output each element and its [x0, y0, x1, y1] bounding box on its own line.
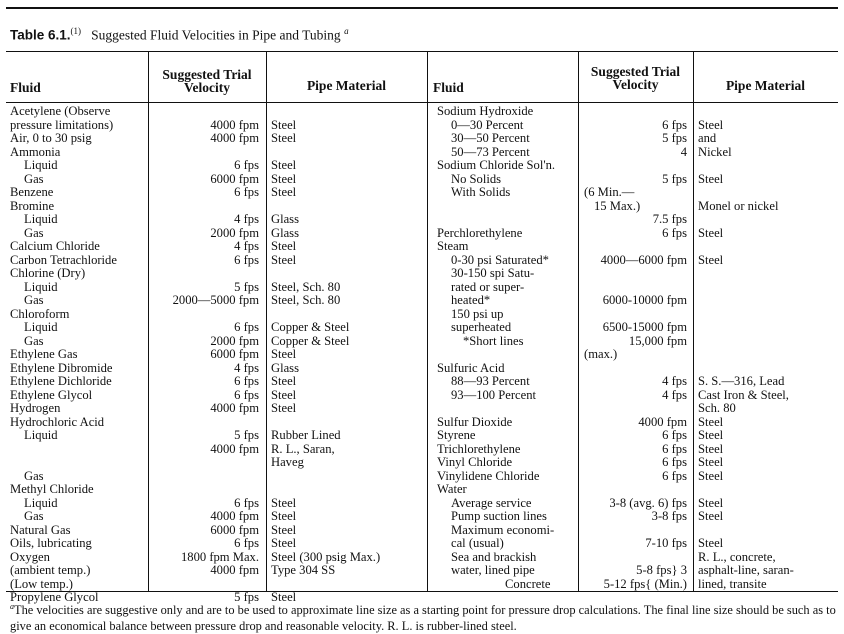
right-fluid-cell: 0—30 Percent	[451, 117, 524, 132]
left-velocity-cell: 6 fps	[234, 387, 259, 402]
left-fluid-cell: Hydrochloric Acid	[10, 414, 105, 429]
left-material-cell: Steel	[271, 158, 297, 172]
right-velocity-cell: 3-8 fps	[651, 509, 687, 523]
left-fluid-cell: Air, 0 to 30 psig	[10, 131, 92, 145]
right-velocity-cell: 6 fps	[662, 117, 687, 132]
right-velocity-cell	[578, 159, 687, 173]
right-velocity-cell: 6000-10000 fpm	[602, 293, 687, 307]
left-material-cell	[271, 470, 427, 484]
left-velocity-cell: 2000—5000 fpm	[172, 293, 259, 307]
right-fluid-cell: With Solids	[451, 185, 511, 199]
left-material-cell: Steel	[271, 387, 297, 402]
left-material-cell: Steel	[271, 171, 297, 186]
left-material-cell: Steel	[271, 347, 297, 361]
right-fluid-cell	[437, 348, 578, 362]
header-velocity-line1: Suggested Trial	[590, 64, 681, 79]
right-fluid-cell: Sea and brackish	[451, 549, 537, 564]
left-velocity-cell	[148, 578, 259, 592]
header-velocity-right	[578, 65, 693, 91]
right-material-cell: Monel or nickel	[698, 198, 779, 213]
right-fluid-cell	[437, 200, 578, 214]
right-material-cell	[698, 348, 838, 362]
left-fluid-cell: Ethylene Gas	[10, 347, 78, 361]
left-fluid-cell	[10, 456, 148, 470]
right-fluid-cell: No Solids	[451, 171, 502, 186]
right-velocity-cell	[578, 308, 687, 322]
right-velocity-cell: 6500-15000 fpm	[602, 320, 687, 334]
right-fluid-cell: 88—93 Percent	[451, 374, 530, 388]
right-material-cell: S. S.—316, Lead	[698, 374, 785, 388]
left-material-cell: Steel	[271, 185, 297, 199]
right-velocity-cell: 5 fps	[662, 131, 687, 145]
left-material-cell: Haveg	[271, 455, 304, 469]
left-fluid-cell: Liquid	[24, 212, 58, 226]
left-fluid-cell: Methyl Chloride	[10, 482, 94, 496]
left-velocity-cell: 6 fps	[234, 536, 259, 550]
right-velocity-cell: 6 fps	[662, 225, 687, 240]
right-velocity-cell: 6 fps	[662, 455, 687, 469]
left-material-cell: Steel	[271, 522, 297, 537]
right-material-cell: R. L., concrete,	[698, 549, 776, 564]
left-fluid-cell: Gas	[24, 333, 44, 348]
right-fluid-cell: Steam	[437, 239, 469, 253]
left-material-column	[271, 105, 427, 605]
left-velocity-cell	[148, 416, 259, 430]
left-material-cell	[271, 200, 427, 214]
right-velocity-cell: 15,000 fpm	[628, 333, 687, 348]
right-fluid-cell: Average service	[451, 495, 532, 510]
right-fluid-cell: Perchlorethylene	[437, 225, 523, 240]
right-material-cell: Steel	[698, 468, 724, 483]
right-material-cell: Sch. 80	[698, 401, 736, 415]
right-velocity-column	[578, 105, 687, 591]
right-velocity-cell	[578, 267, 687, 281]
left-fluid-cell: Gas	[24, 468, 44, 483]
right-material-cell: Steel	[698, 495, 724, 510]
left-velocity-cell: 6000 fpm	[210, 171, 259, 186]
table-label: Table 6.1.	[10, 27, 71, 43]
right-fluid-cell: 30—50 Percent	[451, 131, 530, 145]
left-velocity-cell	[148, 456, 259, 470]
right-fluid-cell: water, lined pipe	[451, 563, 535, 577]
left-material-cell	[271, 416, 427, 430]
right-fluid-cell: 0-30 psi Saturated*	[451, 252, 549, 267]
left-material-cell: Steel	[271, 374, 297, 388]
right-velocity-cell: 4000 fpm	[638, 414, 687, 429]
left-fluid-cell	[10, 443, 148, 457]
left-fluid-cell: Gas	[24, 509, 44, 523]
right-material-cell	[698, 240, 838, 254]
right-velocity-cell	[578, 524, 687, 538]
left-velocity-cell: 4 fps	[234, 360, 259, 375]
left-fluid-cell: Gas	[24, 171, 44, 186]
right-material-cell: lined, transite	[698, 576, 767, 591]
right-fluid-cell: 30-150 spi Satu-	[451, 266, 535, 280]
left-velocity-cell: 6 fps	[234, 158, 259, 172]
left-fluid-cell: Liquid	[24, 428, 58, 442]
left-fluid-cell: Carbon Tetrachloride	[10, 252, 117, 267]
header-velocity-line2: Velocity	[612, 77, 659, 92]
header-fluid-right: Fluid	[433, 80, 464, 95]
right-fluid-cell: 93—100 Percent	[451, 387, 536, 402]
right-velocity-cell: 5-8 fps} 3	[636, 563, 687, 577]
right-material-cell	[698, 308, 838, 322]
left-material-cell: Steel, Sch. 80	[271, 293, 341, 307]
right-fluid-cell: cal (usual)	[451, 536, 504, 550]
right-material-cell: Steel	[698, 441, 724, 456]
left-material-cell: Steel	[271, 252, 297, 267]
left-material-cell: Copper & Steel	[271, 320, 350, 334]
left-material-cell: Steel	[271, 117, 297, 132]
right-material-cell: Steel	[698, 536, 724, 550]
right-fluid-cell: Sodium Hydroxide	[437, 104, 534, 118]
right-material-cell: Nickel	[698, 144, 732, 159]
right-velocity-cell: 4	[680, 144, 687, 159]
left-fluid-cell: Liquid	[24, 158, 58, 172]
left-velocity-cell: 4000 fpm	[210, 563, 259, 577]
left-material-cell	[271, 308, 427, 322]
header-velocity-left	[148, 68, 266, 94]
left-fluid-cell: Ethylene Glycol	[10, 387, 93, 402]
left-velocity-cell: 6 fps	[234, 252, 259, 267]
left-material-cell: Steel	[271, 495, 297, 510]
left-velocity-cell: 4 fps	[234, 212, 259, 226]
right-fluid-cell: heated*	[451, 293, 491, 307]
footnote-mark: a	[10, 602, 14, 611]
left-velocity-cell: 5 fps	[234, 590, 259, 604]
right-velocity-cell: 4000—6000 fpm	[600, 252, 687, 267]
right-material-cell	[698, 267, 838, 281]
left-velocity-cell: 4000 fpm	[210, 131, 259, 145]
left-velocity-cell: 4000 fpm	[210, 509, 259, 523]
left-fluid-cell: Liquid	[24, 279, 58, 294]
top-rule	[6, 7, 838, 9]
table-title	[10, 26, 349, 44]
left-material-cell: Steel	[271, 401, 297, 415]
right-material-cell	[698, 483, 838, 497]
right-fluid-cell: 150 psi up	[451, 306, 504, 321]
left-fluid-cell: Chlorine (Dry)	[10, 266, 86, 280]
right-velocity-cell	[578, 105, 687, 119]
left-fluid-cell: Natural Gas	[10, 522, 71, 537]
right-velocity-cell	[578, 362, 687, 376]
left-velocity-cell: 2000 fpm	[210, 225, 259, 240]
right-fluid-cell: Sulfuric Acid	[437, 360, 505, 375]
header-fluid-left: Fluid	[10, 80, 41, 95]
right-material-cell: Steel	[698, 225, 724, 240]
right-velocity-cell	[578, 551, 687, 565]
left-fluid-cell: Gas	[24, 293, 44, 307]
right-velocity-cell: 15 Max.)	[594, 198, 641, 213]
table-ref: (1)	[70, 26, 82, 36]
right-material-column	[698, 105, 838, 591]
right-material-cell: Steel	[698, 171, 724, 186]
left-velocity-cell: 2000 fpm	[210, 333, 259, 348]
right-velocity-cell: (max.)	[584, 347, 618, 361]
left-fluid-cell: Benzene	[10, 185, 54, 199]
left-velocity-cell: 6000 fpm	[210, 522, 259, 537]
left-velocity-cell: 5 fps	[234, 428, 259, 442]
left-velocity-column	[148, 105, 259, 605]
left-velocity-cell: 6 fps	[234, 374, 259, 388]
right-fluid-cell	[437, 213, 578, 227]
right-velocity-cell: 6 fps	[662, 468, 687, 483]
right-material-cell: and	[698, 131, 717, 145]
header-velocity-line2: Velocity	[184, 80, 230, 95]
right-material-cell: Steel	[698, 455, 724, 469]
right-material-cell	[698, 524, 838, 538]
right-material-cell: Steel	[698, 252, 724, 267]
right-velocity-cell	[578, 281, 687, 295]
left-material-cell	[271, 105, 427, 119]
left-material-cell: Steel	[271, 590, 297, 604]
header-material-right: Pipe Material	[725, 78, 806, 93]
right-material-cell: Steel	[698, 509, 724, 523]
left-fluid-cell: Chloroform	[10, 306, 70, 321]
left-fluid-cell: Gas	[24, 225, 44, 240]
right-fluid-cell: 50—73 Percent	[451, 144, 530, 159]
left-velocity-cell	[148, 200, 259, 214]
left-fluid-cell: Acetylene (Observe	[10, 104, 111, 118]
right-material-cell	[698, 159, 838, 173]
right-fluid-cell: Vinylidene Chloride	[437, 468, 540, 483]
left-fluid-cell: pressure limitations)	[10, 117, 114, 132]
right-material-cell	[698, 281, 838, 295]
right-velocity-cell: 5 fps	[662, 171, 687, 186]
left-material-cell: Glass	[271, 360, 299, 375]
left-fluid-cell: Propylene Glycol	[10, 590, 99, 604]
header-material-left: Pipe Material	[306, 78, 387, 93]
left-material-cell: Steel	[271, 131, 297, 145]
left-fluid-cell: Oils, lubricating	[10, 536, 92, 550]
right-fluid-cell: Water	[437, 482, 467, 496]
left-velocity-cell: 4000 fpm	[210, 441, 259, 456]
right-fluid-cell	[437, 402, 578, 416]
header-bottom-rule	[6, 102, 838, 103]
right-velocity-cell: 5-12 fps{ (Min.)	[603, 576, 687, 591]
left-velocity-cell: 1800 fpm Max.	[180, 549, 259, 564]
left-fluid-cell: Ethylene Dichloride	[10, 374, 112, 388]
left-velocity-cell	[148, 267, 259, 281]
left-velocity-cell	[148, 105, 259, 119]
left-velocity-cell: 4000 fpm	[210, 117, 259, 132]
right-fluid-cell: Styrene	[437, 428, 476, 442]
right-velocity-cell	[578, 240, 687, 254]
right-material-cell: Steel	[698, 117, 724, 132]
left-fluid-cell: Ethylene Dibromide	[10, 360, 113, 375]
column-divider	[693, 51, 694, 591]
right-material-cell	[698, 213, 838, 227]
left-material-cell: Steel	[271, 509, 297, 523]
left-velocity-cell	[148, 470, 259, 484]
left-material-cell: Type 304 SS	[271, 563, 336, 577]
right-material-cell	[698, 186, 838, 200]
left-velocity-cell	[148, 483, 259, 497]
footnote-text: The velocities are suggestive only and are to be used to approximate line size as a starting point for pressure drop calculations. The final line size should be such as to give an economical balance between pressure drop and reasonable velocity. R. L. is rubber-lined steel.	[10, 603, 836, 634]
left-fluid-column	[10, 105, 148, 605]
right-material-cell: Cast Iron & Steel,	[698, 387, 789, 402]
header-top-rule	[6, 51, 838, 52]
left-fluid-cell: Oxygen	[10, 549, 50, 564]
right-fluid-cell: Concrete	[505, 576, 551, 591]
right-material-cell	[698, 105, 838, 119]
left-material-cell: Steel (300 psig Max.)	[271, 549, 381, 564]
left-velocity-cell: 4000 fpm	[210, 401, 259, 415]
left-fluid-cell: (Low temp.)	[10, 576, 73, 591]
right-fluid-cell: Sulfur Dioxide	[437, 414, 513, 429]
right-fluid-cell: rated or super-	[451, 279, 525, 294]
right-velocity-cell: 6 fps	[662, 441, 687, 456]
left-fluid-cell: Bromine	[10, 198, 55, 213]
right-material-cell	[698, 294, 838, 308]
right-velocity-cell: 3-8 (avg. 6) fps	[609, 495, 687, 510]
right-velocity-cell: 4 fps	[662, 387, 687, 402]
header-velocity-line1: Suggested Trial	[162, 67, 252, 82]
left-velocity-cell: 4 fps	[234, 239, 259, 253]
right-material-cell	[698, 362, 838, 376]
table-note-mark: a	[344, 26, 349, 36]
left-material-cell: Glass	[271, 225, 299, 240]
column-divider	[427, 51, 428, 591]
left-material-cell	[271, 146, 427, 160]
footnote	[10, 599, 836, 634]
right-fluid-cell: Trichlorethylene	[437, 441, 521, 456]
left-material-cell	[271, 578, 427, 592]
right-velocity-cell	[578, 483, 687, 497]
column-divider	[266, 51, 267, 591]
left-material-cell: Rubber Lined	[271, 428, 341, 442]
left-velocity-cell: 5 fps	[234, 279, 259, 294]
left-material-cell: Steel	[271, 536, 297, 550]
right-material-cell: Steel	[698, 414, 724, 429]
right-fluid-cell: Maximum economi-	[451, 522, 555, 537]
left-material-cell	[271, 483, 427, 497]
left-material-cell: R. L., Saran,	[271, 441, 335, 456]
left-fluid-cell: Ammonia	[10, 144, 61, 159]
right-velocity-cell: 4 fps	[662, 374, 687, 388]
right-velocity-cell: 7-10 fps	[645, 536, 687, 550]
left-material-cell: Copper & Steel	[271, 333, 350, 348]
left-fluid-cell: (ambient temp.)	[10, 563, 91, 577]
left-velocity-cell	[148, 308, 259, 322]
left-fluid-cell: Liquid	[24, 320, 58, 334]
right-material-cell: Steel	[698, 428, 724, 442]
left-material-cell	[271, 267, 427, 281]
right-velocity-cell: (6 Min.—	[584, 185, 635, 199]
left-velocity-cell: 6 fps	[234, 185, 259, 199]
right-velocity-cell: 7.5 fps	[652, 212, 687, 226]
right-velocity-cell	[578, 402, 687, 416]
left-material-cell: Glass	[271, 212, 299, 226]
right-material-cell	[698, 335, 838, 349]
right-material-cell	[698, 321, 838, 335]
right-fluid-cell: Sodium Chloride Sol'n.	[437, 158, 556, 172]
left-velocity-cell	[148, 146, 259, 160]
right-fluid-cell: *Short lines	[463, 333, 524, 348]
right-material-cell: asphalt-line, saran-	[698, 563, 794, 577]
right-fluid-cell: superheated	[451, 320, 512, 334]
left-fluid-cell: Liquid	[24, 495, 58, 510]
left-material-cell: Steel, Sch. 80	[271, 279, 341, 294]
left-material-cell: Steel	[271, 239, 297, 253]
table-title-text: Suggested Fluid Velocities in Pipe and Tubing	[91, 27, 341, 43]
right-fluid-cell: Pump suction lines	[451, 509, 547, 523]
left-fluid-cell: Calcium Chloride	[10, 239, 100, 253]
left-velocity-cell: 6 fps	[234, 320, 259, 334]
right-velocity-cell: 6 fps	[662, 428, 687, 442]
left-velocity-cell: 6000 fpm	[210, 347, 259, 361]
left-velocity-cell: 6 fps	[234, 495, 259, 510]
right-fluid-column	[437, 105, 578, 591]
left-fluid-cell: Hydrogen	[10, 401, 61, 415]
right-fluid-cell: Vinyl Chloride	[437, 455, 513, 469]
